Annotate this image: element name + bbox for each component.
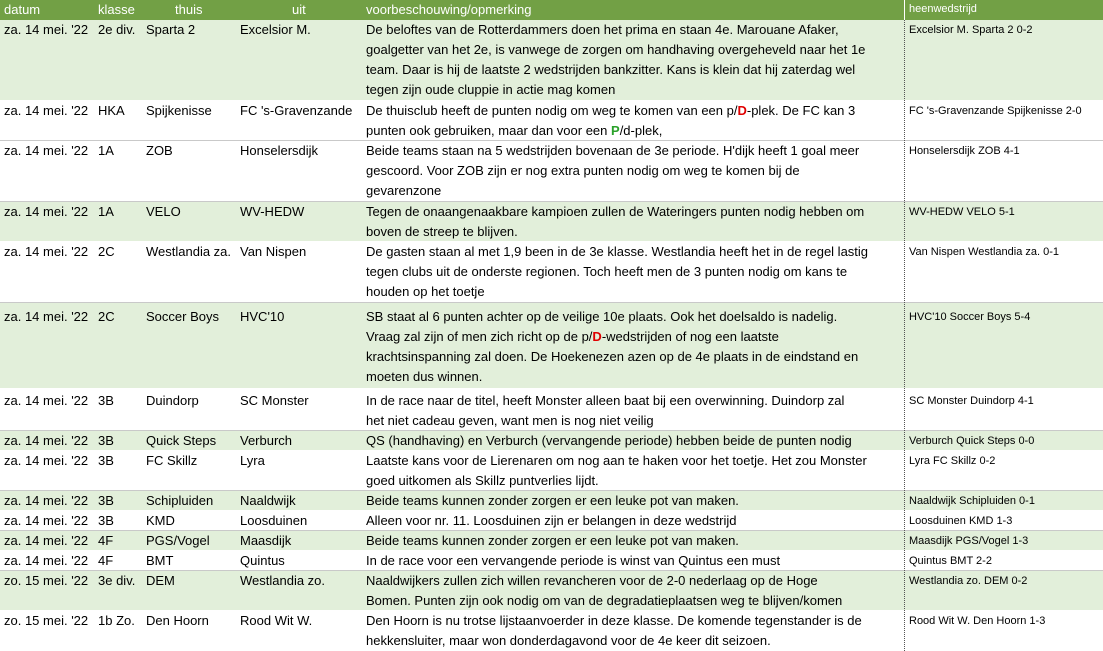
opmerking-line: Bomen. Punten zijn ook nodig om van de degradatieplaatsen weg te blijven/komen [366, 593, 843, 608]
cell-opmerking [366, 391, 901, 431]
cell-uit: Loosduinen [240, 513, 308, 528]
cell-uit: Naaldwijk [240, 493, 296, 508]
opmerking-line: QS (handhaving) en Verburch (vervangende periode) hebben beide de punten nodig [366, 433, 852, 448]
opmerking-line: De thuisclub heeft de punten nodig om weg te komen van een p/D-plek. De FC kan 3 [366, 103, 856, 118]
cell-heenwedstrijd: Rood Wit W. Den Hoorn 1-3 [909, 615, 1046, 627]
table-row[interactable] [0, 242, 1103, 303]
opmerking-line: het niet cadeau geven, want men is nog niet veilig [366, 413, 654, 428]
opmerking-line: Alleen voor nr. 11. Loosduinen zijn er belangen in deze wedstrijd [366, 513, 737, 528]
cell-thuis: FC Skillz [146, 453, 198, 468]
opmerking-line: moeten dus winnen. [366, 369, 483, 384]
cell-heenwedstrijd: Excelsior M. Sparta 2 0-2 [909, 24, 1033, 36]
cell-klasse: 3B [98, 393, 114, 408]
opmerking-line: gescoord. Voor ZOB zijn er nog extra punten nodig om weg te komen bij de [366, 163, 800, 178]
cell-heenwedstrijd: Loosduinen KMD 1-3 [909, 515, 1013, 527]
table-row[interactable] [0, 20, 1103, 101]
cell-datum: za. 14 mei. '22 [4, 204, 89, 219]
header-voorbeschouwing[interactable]: voorbeschouwing/opmerking [366, 2, 532, 17]
cell-datum: za. 14 mei. '22 [4, 393, 89, 408]
opmerking-line: Beide teams staan na 5 wedstrijden bovenaan de 3e periode. H'dijk heeft 1 goal meer [366, 143, 860, 158]
opmerking-line: krachtsinspanning zal doen. De Hoekenezen azen op de 4e plaats in de eindstand en [366, 349, 859, 364]
table-row[interactable] [0, 511, 1103, 531]
cell-datum: za. 14 mei. '22 [4, 493, 89, 508]
opmerking-line: boven de streep te blijven. [366, 224, 518, 239]
table-row[interactable] [0, 431, 1103, 451]
table-row[interactable] [0, 571, 1103, 611]
opmerking-line: tegen clubs uit de onderste regionen. Toch heeft men de 3 punten nodig om kans te [366, 264, 848, 279]
cell-uit: Lyra [240, 453, 265, 468]
opmerking-line: Laatste kans voor de Lierenaren om nog aan te haken voor het toetje. Het zou Monster [366, 453, 867, 468]
cell-klasse: 2e div. [98, 22, 136, 37]
cell-uit: Excelsior M. [240, 22, 311, 37]
table-row[interactable] [0, 101, 1103, 141]
cell-datum: zo. 15 mei. '22 [4, 573, 89, 588]
header-uit[interactable]: uit [292, 2, 306, 17]
cell-opmerking [366, 307, 901, 387]
cell-datum: za. 14 mei. '22 [4, 244, 89, 259]
cell-datum: za. 14 mei. '22 [4, 103, 89, 118]
cell-uit: Rood Wit W. [240, 613, 313, 628]
cell-opmerking [366, 611, 901, 651]
cell-uit: Verburch [240, 433, 293, 448]
cell-klasse: 1b Zo. [98, 613, 135, 628]
cell-thuis: Spijkenisse [146, 103, 212, 118]
cell-klasse: 2C [98, 244, 115, 259]
cell-thuis: Quick Steps [146, 433, 217, 448]
opmerking-line: hekkensluiter, maar won donderdagavond voor de 4e keer dit seizoen. [366, 633, 771, 648]
promotion-marker: P [611, 123, 620, 138]
cell-uit: HVC'10 [240, 309, 285, 324]
cell-heenwedstrijd: SC Monster Duindorp 4-1 [909, 395, 1034, 407]
cell-thuis: Sparta 2 [146, 22, 196, 37]
table-row[interactable] [0, 141, 1103, 202]
table-row[interactable] [0, 389, 1103, 431]
table-row[interactable] [0, 303, 1103, 389]
cell-datum: zo. 15 mei. '22 [4, 613, 89, 628]
cell-datum: za. 14 mei. '22 [4, 433, 89, 448]
cell-uit: WV-HEDW [240, 204, 305, 219]
cell-datum: za. 14 mei. '22 [4, 143, 89, 158]
table-row[interactable] [0, 611, 1103, 651]
cell-heenwedstrijd: Van Nispen Westlandia za. 0-1 [909, 246, 1060, 258]
cell-uit: Westlandia zo. [240, 573, 326, 588]
cell-uit: Quintus [240, 553, 285, 568]
opmerking-line: goed uitkomen als Skillz puntverlies lijdt. [366, 473, 599, 488]
cell-uit: Van Nispen [240, 244, 307, 259]
opmerking-line: De beloftes van de Rotterdammers doen het prima en staan 4e. Marouane Afaker, [366, 22, 839, 37]
cell-klasse: 3e div. [98, 573, 136, 588]
opmerking-line: tegen zijn oude cluppie in actie mag komen [366, 82, 616, 97]
cell-thuis: Westlandia za. [146, 244, 232, 259]
degradation-marker: D [592, 329, 602, 344]
cell-thuis: ZOB [146, 143, 173, 158]
cell-opmerking [366, 141, 901, 201]
cell-heenwedstrijd: Quintus BMT 2-2 [909, 555, 992, 567]
table-row[interactable] [0, 551, 1103, 571]
cell-uit: Maasdijk [240, 533, 292, 548]
cell-opmerking [366, 551, 901, 571]
opmerking-line: goalgetter van het 2e, is vanwege de zorgen om handhaving overgeheveld naar het 1e [366, 42, 866, 57]
cell-thuis: Duindorp [146, 393, 199, 408]
cell-klasse: 1A [98, 143, 114, 158]
cell-klasse: 1A [98, 204, 114, 219]
cell-klasse: HKA [98, 103, 125, 118]
cell-opmerking [366, 491, 901, 511]
cell-datum: za. 14 mei. '22 [4, 453, 89, 468]
cell-uit: Honselersdijk [240, 143, 319, 158]
header-datum[interactable]: datum [4, 2, 41, 17]
cell-thuis: Schipluiden [146, 493, 214, 508]
cell-heenwedstrijd: WV-HEDW VELO 5-1 [909, 206, 1015, 218]
cell-uit: FC 's-Gravenzande [240, 103, 353, 118]
cell-heenwedstrijd: Verburch Quick Steps 0-0 [909, 435, 1035, 447]
opmerking-line: gevarenzone [366, 183, 442, 198]
opmerking-line: De gasten staan al met 1,9 been in de 3e klasse. Westlandia heeft het in de regel lastig [366, 244, 869, 259]
cell-opmerking [366, 202, 901, 242]
cell-datum: za. 14 mei. '22 [4, 553, 89, 568]
cell-opmerking [366, 531, 901, 551]
opmerking-line: Beide teams kunnen zonder zorgen er een leuke pot van maken. [366, 533, 739, 548]
cell-klasse: 2C [98, 309, 115, 324]
cell-thuis: DEM [146, 573, 175, 588]
cell-heenwedstrijd: Naaldwijk Schipluiden 0-1 [909, 495, 1035, 507]
opmerking-line: In de race voor een vervangende periode is winst van Quintus een must [366, 553, 781, 568]
cell-thuis: BMT [146, 553, 174, 568]
cell-opmerking [366, 431, 901, 451]
cell-opmerking [366, 242, 901, 302]
cell-opmerking [366, 571, 901, 611]
opmerking-line: Beide teams kunnen zonder zorgen er een leuke pot van maken. [366, 493, 739, 508]
cell-heenwedstrijd: Lyra FC Skillz 0-2 [909, 455, 996, 467]
opmerking-line: Vraag zal zijn of men zich richt op de p/D-wedstrijden of nog een laatste [366, 329, 779, 344]
cell-thuis: PGS/Vogel [146, 533, 210, 548]
cell-datum: za. 14 mei. '22 [4, 513, 89, 528]
cell-opmerking [366, 101, 901, 141]
cell-datum: za. 14 mei. '22 [4, 22, 89, 37]
cell-thuis: KMD [146, 513, 175, 528]
cell-opmerking [366, 20, 901, 100]
cell-klasse: 4F [98, 533, 114, 548]
cell-thuis: VELO [146, 204, 181, 219]
cell-klasse: 3B [98, 493, 114, 508]
cell-klasse: 3B [98, 513, 114, 528]
header-thuis[interactable]: thuis [175, 2, 203, 17]
table-row[interactable] [0, 202, 1103, 242]
column-divider [904, 0, 905, 651]
opmerking-line: SB staat al 6 punten achter op de veilige 10e plaats. Ook het doelsaldo is nadelig. [366, 309, 838, 324]
opmerking-line: In de race naar de titel, heeft Monster alleen baat bij een overwinning. Duindorp zal [366, 393, 845, 408]
cell-thuis: Soccer Boys [146, 309, 219, 324]
cell-datum: za. 14 mei. '22 [4, 533, 89, 548]
opmerking-line: team. Daar is hij de laatste 2 wedstrijden bankzitter. Kans is klein dat hij zaterdag wel [366, 62, 856, 77]
table-row[interactable] [0, 491, 1103, 511]
table-row[interactable] [0, 531, 1103, 551]
opmerking-line: Den Hoorn is nu trotse lijstaanvoerder in deze klasse. De komende tegenstander is de [366, 613, 862, 628]
cell-opmerking [366, 451, 901, 491]
cell-datum: za. 14 mei. '22 [4, 309, 89, 324]
cell-thuis: Den Hoorn [146, 613, 209, 628]
cell-klasse: 3B [98, 453, 114, 468]
opmerking-line: punten ook gebruiken, maar dan voor een P/d-plek, [366, 123, 663, 138]
opmerking-line: Naaldwijkers zullen zich willen revancheren voor de 2-0 nederlaag op de Hoge [366, 573, 818, 588]
cell-uit: SC Monster [240, 393, 309, 408]
cell-opmerking [366, 511, 901, 531]
header-klasse[interactable]: klasse [98, 2, 135, 17]
header-heenwedstrijd[interactable]: heenwedstrijd [909, 3, 977, 15]
cell-heenwedstrijd: Westlandia zo. DEM 0-2 [909, 575, 1028, 587]
cell-heenwedstrijd: Maasdijk PGS/Vogel 1-3 [909, 535, 1029, 547]
cell-klasse: 4F [98, 553, 114, 568]
header-divider [904, 0, 905, 20]
cell-klasse: 3B [98, 433, 114, 448]
cell-heenwedstrijd: FC 's-Gravenzande Spijkenisse 2-0 [909, 105, 1082, 117]
table-row[interactable] [0, 451, 1103, 491]
opmerking-line: Tegen de onaangenaakbare kampioen zullen de Wateringers punten nodig hebben om [366, 204, 865, 219]
opmerking-line: houden op het toetje [366, 284, 485, 299]
degradation-marker: D [737, 103, 747, 118]
cell-heenwedstrijd: HVC'10 Soccer Boys 5-4 [909, 311, 1031, 323]
header-row [0, 0, 1103, 20]
cell-heenwedstrijd: Honselersdijk ZOB 4-1 [909, 145, 1020, 157]
